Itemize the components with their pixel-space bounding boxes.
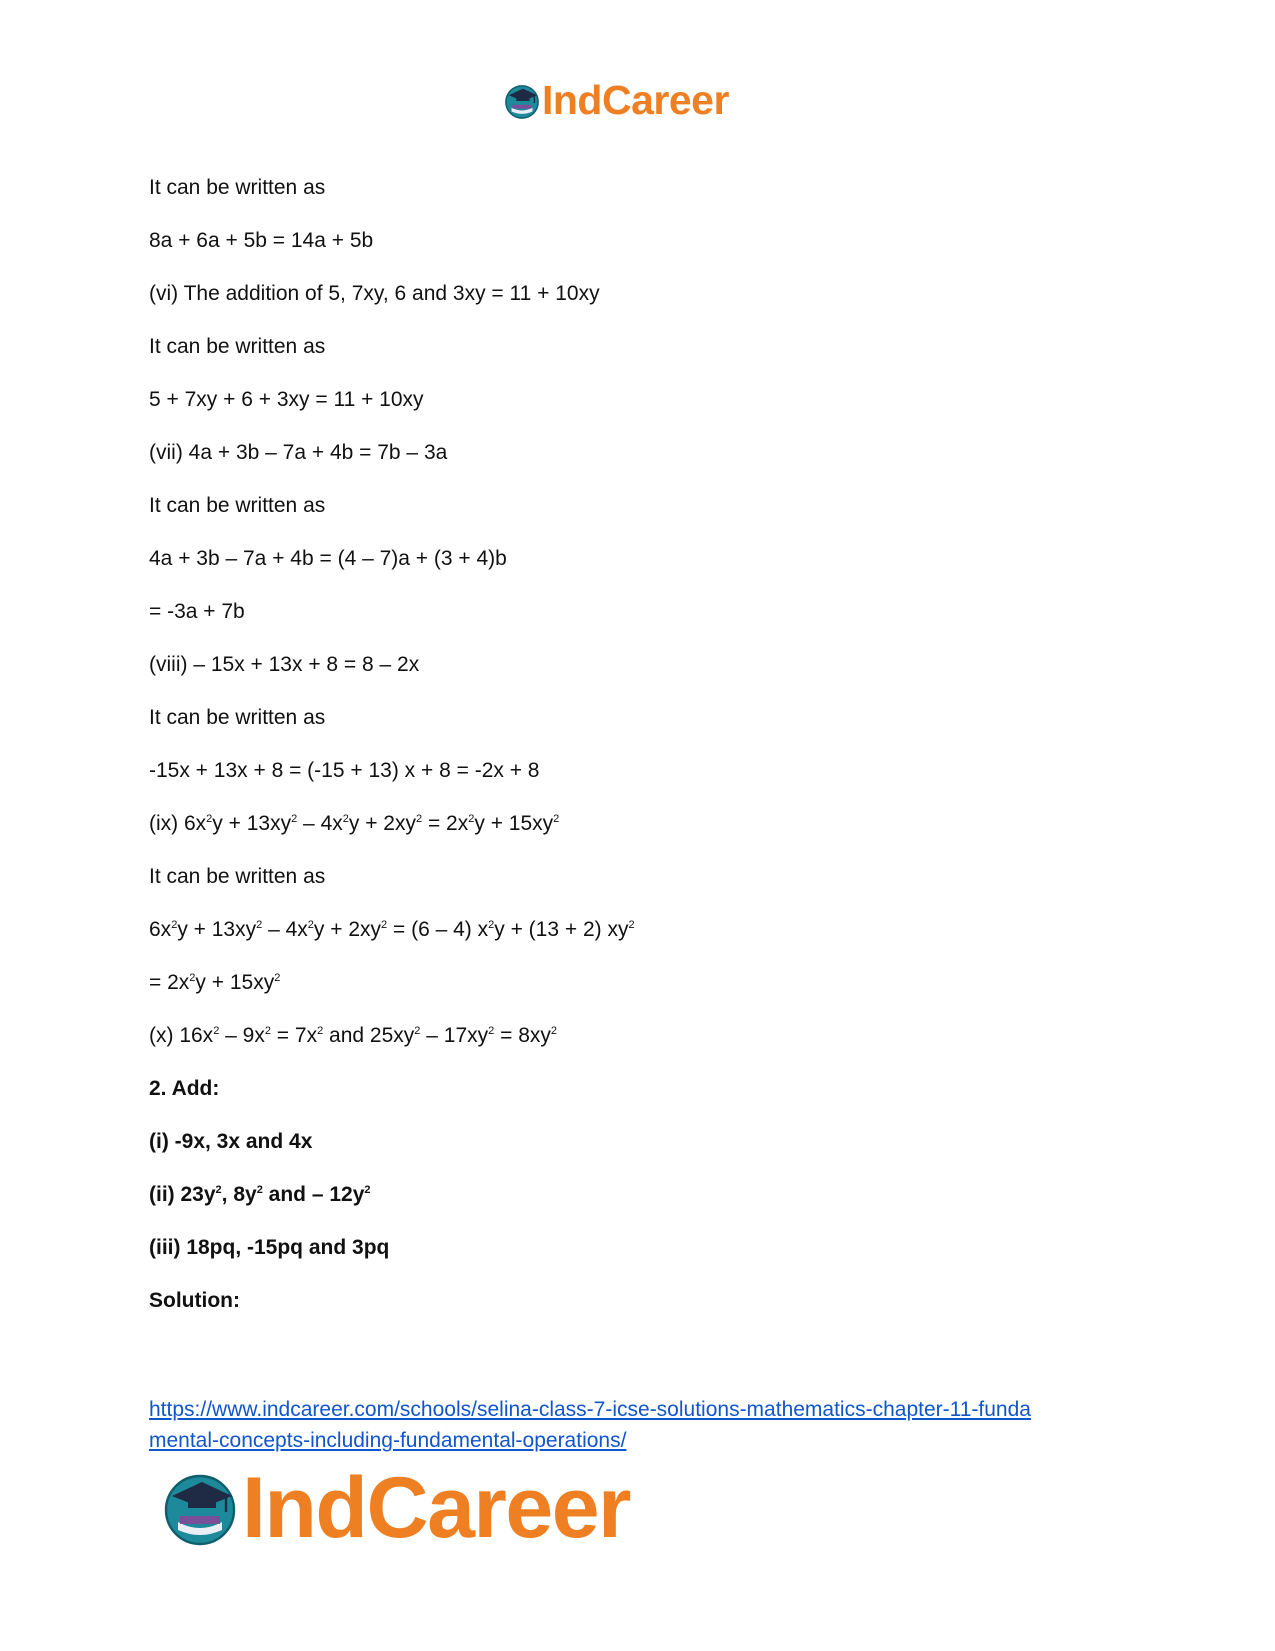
equation-ix: (ix) $6x^2y + 13xy^2 - 4x^2y + 2xy^2 = 2x^2y + 15xy^2$ xyxy=(149,812,560,835)
question-part-i: (i) -9x, 3x and 4x xyxy=(149,1130,313,1153)
source-link-line-1[interactable]: https://www.indcareer.com/schools/selina-class-7-icse-solutions-mathematics-chapter-11-funda xyxy=(149,1398,1031,1421)
text-line: It can be written as xyxy=(149,176,326,199)
text-line: (vi) The addition of 5, 7xy, 6 and 3xy = 11 + 10xy xyxy=(149,282,600,305)
source-link[interactable] xyxy=(149,1394,1109,1456)
text-line: (viii) – 15x + 13x + 8 = 8 – 2x xyxy=(149,653,420,676)
brand-name: IndCareer xyxy=(242,1460,630,1556)
text-line: It can be written as xyxy=(149,335,326,358)
equation-x: (x) $16x^2 - 9x^2 = 7x^2$ and $25xy^2 - 17xy^2 = 8xy^2$ xyxy=(149,1024,558,1047)
text-line: It can be written as xyxy=(149,706,326,729)
text-line: 4a + 3b – 7a + 4b = (4 – 7)a + (3 + 4)b xyxy=(149,547,507,570)
text-line: It can be written as xyxy=(149,494,326,517)
question-heading: 2. Add: xyxy=(149,1077,220,1100)
text-line: 8a + 6a + 5b = 14a + 5b xyxy=(149,229,374,252)
text-line: = -3a + 7b xyxy=(149,600,245,623)
text-line: It can be written as xyxy=(149,865,326,888)
text-line: (vii) 4a + 3b – 7a + 4b = 7b – 3a xyxy=(149,441,448,464)
equation-ix-result: = $2x^2y + 15xy^2$ xyxy=(149,971,281,994)
graduation-cap-globe-icon xyxy=(503,82,541,120)
indcareer-logo-top xyxy=(503,77,729,123)
question-part-iii: (iii) 18pq, -15pq and 3pq xyxy=(149,1236,390,1259)
question-part-ii: (ii) $23y^2$, $8y^2$ and – $12y^2$ xyxy=(149,1183,371,1206)
brand-name: IndCareer xyxy=(542,77,729,123)
text-line: 5 + 7xy + 6 + 3xy = 11 + 10xy xyxy=(149,388,424,411)
source-link-line-2[interactable]: mental-concepts-including-fundamental-operations/ xyxy=(149,1429,627,1452)
equation-ix-expanded: $6x^2y + 13xy^2 - 4x^2y + 2xy^2 = (6 - 4) x^2y + (13 + 2)$ $xy^2$ xyxy=(149,918,635,941)
solution-label: Solution: xyxy=(149,1289,240,1312)
text-line: -15x + 13x + 8 = (-15 + 13) x + 8 = -2x + 8 xyxy=(149,759,540,782)
graduation-cap-globe-icon xyxy=(160,1468,240,1548)
indcareer-logo-bottom xyxy=(160,1460,630,1556)
